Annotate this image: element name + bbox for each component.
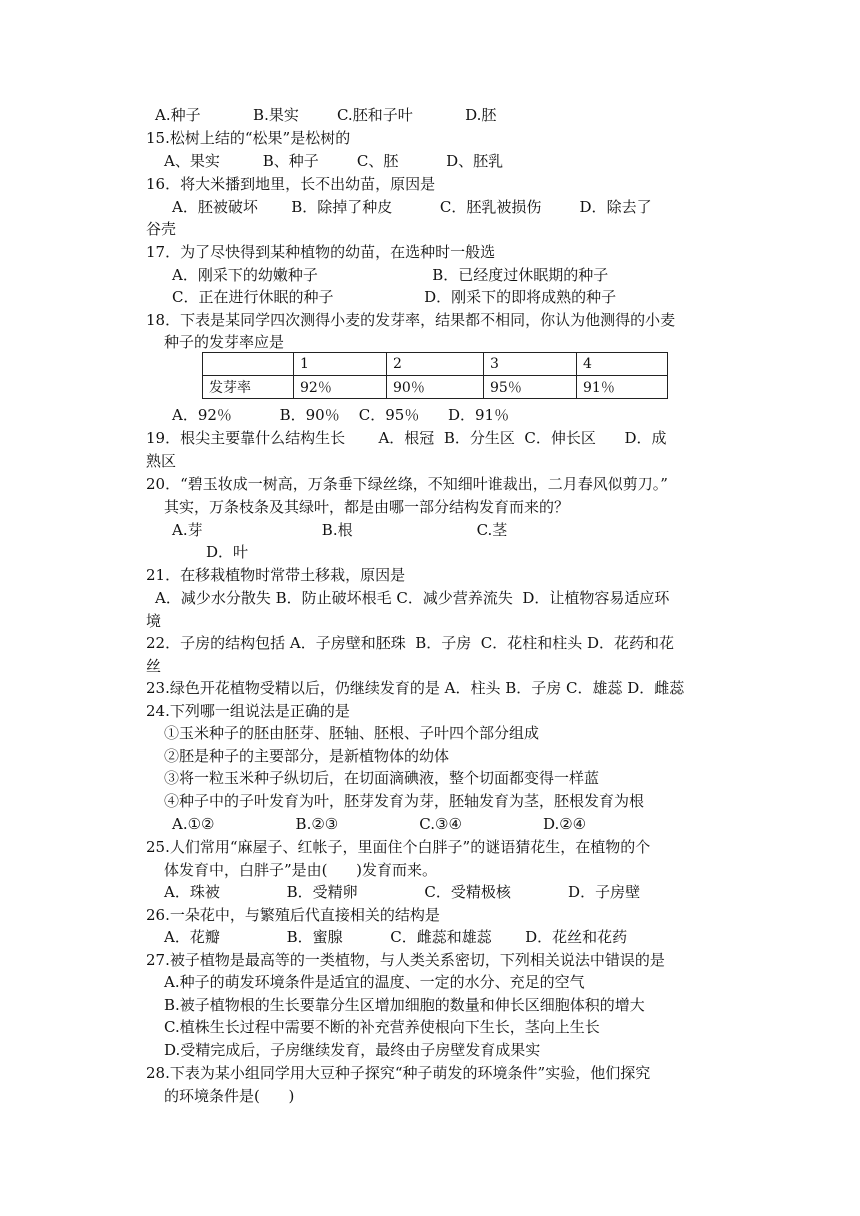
q24-stem: 24.下列哪一组说法是正确的是 xyxy=(146,702,350,720)
q19-cont: 熟区 xyxy=(146,452,177,470)
q14-options: A.种子 B.果实 C.胚和子叶 D.胚 xyxy=(155,106,497,124)
table-row xyxy=(203,353,668,376)
q25-stem: 25.人们常用“麻屋子、红帐子，里面住个白胖子”的谜语猜花生，在植物的个 xyxy=(146,838,651,856)
table-cell: 95％ xyxy=(484,376,577,399)
q26-stem: 26.一朵花中，与繁殖后代直接相关的结构是 xyxy=(146,906,440,924)
q25-stem-cont: 体发育中，白胖子”是由( )发育而来。 xyxy=(164,861,437,879)
q21-options-cont: 境 xyxy=(146,612,162,630)
q23-stem: 23.绿色开花植物受精以后，仍继续发育的是 A．柱头 B．子房 C．雄蕊 D．雌蕊 xyxy=(146,679,685,697)
q28-stem: 28.下表为某小组同学用大豆种子探究“种子萌发的环境条件”实验，他们探究 xyxy=(146,1064,651,1082)
q27-option-b: B.被子植物根的生长要靠分生区增加细胞的数量和伸长区细胞体积的增大 xyxy=(164,996,645,1014)
table-row xyxy=(203,376,668,399)
q24-statement-4: ④种子中的子叶发育为叶，胚芽发育为芽，胚轴发育为茎，胚根发育为根 xyxy=(164,792,645,810)
q17-stem: 17．为了尽快得到某种植物的幼苗，在选种时一般选 xyxy=(146,243,496,261)
table-cell: 发芽率 xyxy=(203,376,294,399)
q16-options-cont: 谷壳 xyxy=(146,220,177,238)
q24-statement-2: ②胚是种子的主要部分，是新植物体的幼体 xyxy=(164,747,450,765)
q27-stem: 27.被子植物是最高等的一类植物，与人类关系密切，下列相关说法中错误的是 xyxy=(146,951,665,969)
q22-stem: 22．子房的结构包括 A．子房壁和胚珠 B．子房 C．花柱和柱头 D．花药和花 xyxy=(146,634,675,652)
q15-stem: 15.松树上结的“松果”是松树的 xyxy=(146,129,351,147)
q15-options: A、果实 B、种子 C、胚 D、胚乳 xyxy=(164,152,504,170)
table-cell: 92％ xyxy=(294,376,387,399)
q27-option-c: C.植株生长过程中需要不断的补充营养使根向下生长，茎向上生长 xyxy=(164,1018,600,1036)
table-cell xyxy=(203,353,294,376)
q27-option-a: A.种子的萌发环境条件是适宜的温度、一定的水分、充足的空气 xyxy=(164,973,585,991)
germination-rate-table xyxy=(202,352,668,399)
q21-options: A．减少水分散失 B．防止破坏根毛 C．减少营养流失 D．让植物容易适应环 xyxy=(155,589,670,607)
q22-cont: 丝 xyxy=(146,657,162,675)
q26-options: A．花瓣 B．蜜腺 C．雌蕊和雄蕊 D．花丝和花药 xyxy=(164,928,628,946)
q20-stem-cont: 其实，万条枝条及其绿叶，都是由哪一部分结构发育而来的？ xyxy=(164,498,570,516)
q17-options-cd: C．正在进行休眠的种子 D．刚采下的即将成熟的种子 xyxy=(172,288,617,306)
table-cell: 90％ xyxy=(387,376,484,399)
q16-options: A．胚被破坏 B．除掉了种皮 C．胚乳被损伤 D．除去了 xyxy=(172,198,652,216)
q24-options: A.①② B.②③ C.③④ D.②④ xyxy=(172,815,587,833)
table-cell: 3 xyxy=(484,353,577,376)
q20-stem: 20．“碧玉妆成一树高，万条垂下绿丝绦，不知细叶谁裁出，二月春风似剪刀。” xyxy=(146,475,668,493)
q19-stem: 19．根尖主要靠什么结构生长 A．根冠 B．分生区 C．伸长区 D．成 xyxy=(146,429,667,447)
q21-stem: 21．在移栽植物时常带土移栽，原因是 xyxy=(146,566,406,584)
table-cell: 1 xyxy=(294,353,387,376)
q18-stem-cont: 种子的发芽率应是 xyxy=(164,333,285,351)
table-cell: 91％ xyxy=(577,376,668,399)
q17-options-ab: A．刚采下的幼嫩种子 B．已经度过休眠期的种子 xyxy=(172,266,609,284)
q28-stem-cont: 的环境条件是( ) xyxy=(164,1087,295,1105)
q16-stem: 16．将大米播到地里，长不出幼苗，原因是 xyxy=(146,175,436,193)
q24-statement-3: ③将一粒玉米种子纵切后，在切面滴碘液，整个切面都变得一样蓝 xyxy=(164,769,600,787)
table-cell: 4 xyxy=(577,353,668,376)
q24-statement-1: ①玉米种子的胚由胚芽、胚轴、胚根、子叶四个部分组成 xyxy=(164,724,540,742)
q18-options: A．92％ B．90％ C．95％ D．91％ xyxy=(172,406,510,424)
q20-option-d: D．叶 xyxy=(206,543,249,561)
q25-options: A．珠被 B．受精卵 C．受精极核 D．子房壁 xyxy=(164,883,641,901)
q20-options-abc: A.芽 B.根 C.茎 xyxy=(172,521,508,539)
table-cell: 2 xyxy=(387,353,484,376)
q27-option-d: D.受精完成后，子房继续发育，最终由子房壁发育成果实 xyxy=(164,1041,541,1059)
q18-stem: 18．下表是某同学四次测得小麦的发芽率，结果都不相同，你认为他测得的小麦 xyxy=(146,311,676,329)
